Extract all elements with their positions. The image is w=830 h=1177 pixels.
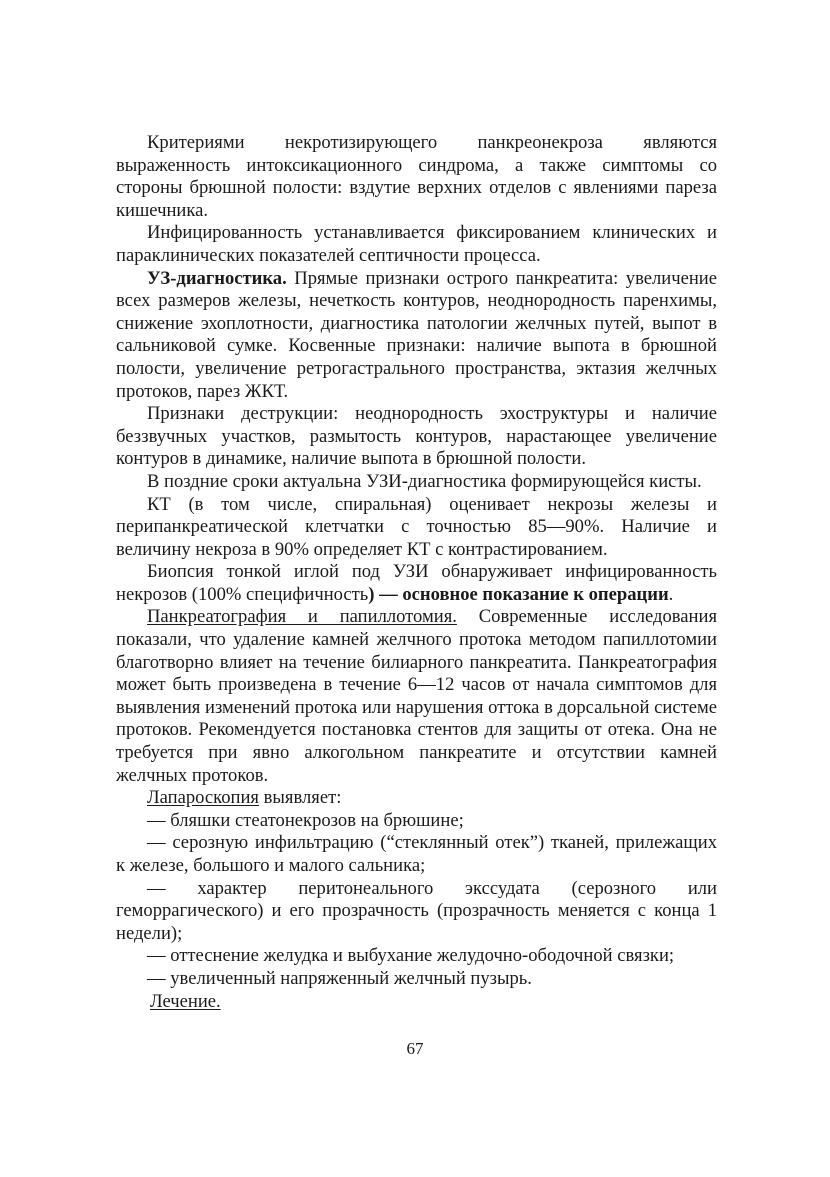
paragraph-pancreatography [116, 606, 717, 787]
paragraph-text: Признаки деструкции: неоднородность эхоструктуры и наличие беззвучных участков, размытость контуров, нарастающее увеличение контуров в динамике, наличие выпота в брюшной полости. [116, 403, 717, 470]
paragraph-text: Биопсия тонкой иглой под УЗИ обнаруживает инфицированность некрозов (100% специфичность [116, 561, 717, 605]
section-heading-treatment: Лечение. [150, 990, 221, 1012]
body-text [116, 132, 717, 1013]
paragraph-text: Современные исследования показали, что удаление камней желчного протока методом папиллотомии благотворно влияет на течение билиарного панкреатита. Панкреатография может быть произведена в течение 6—12 часов от начала симптомов для выявления изменений протока или нарушения оттока в дорсальной системе протоков. Рекомендуется постановка стентов для защиты от отека. Она не требуется при явно алкогольном панкреатите и отсутствии камней желчных протоков. [116, 606, 717, 786]
list-item: — оттеснение желудка и выбухание желудочно-ободочной связки; [147, 945, 675, 967]
paragraph-text: выявляет: [258, 787, 342, 809]
section-heading-pancreatography: Панкреатография и папиллотомия. [147, 606, 457, 628]
paragraph-destruction [116, 403, 717, 471]
paragraph-text: В поздние сроки актуальна УЗИ-диагностика формирующейся кисты. [147, 470, 702, 492]
paragraph-infection [116, 222, 717, 267]
paragraph-text: Инфицированность устанавливается фиксированием клинических и параклинических показателей септичности процесса. [116, 222, 717, 266]
paragraph-text: . [668, 583, 674, 605]
list-item: — увеличенный напряженный желчный пузырь. [147, 967, 532, 989]
list-item: — характер перитонеального экссудата (серозного или геморрагического) и его прозрачность (прозрачность меняется с конца 1 недели); [116, 877, 717, 944]
list-item: — бляшки стеатонекрозов на брюшине; [147, 809, 464, 831]
section-heading-laparoscopy: Лапароскопия [147, 787, 259, 809]
list-item: — серозную инфильтрацию (“стеклянный отек”) тканей, прилежащих к железе, большого и малого сальника; [116, 832, 717, 876]
bold-indication: ) — основное показание к операции [368, 583, 669, 605]
paragraph-ct [116, 494, 717, 562]
paragraph-text: Прямые признаки острого панкреатита: увеличение всех размеров железы, нечеткость контуров, неоднородность паренхимы, снижение эхоплотности, диагностика патологии желчных путей, выпот в сальниковой сумке. Косвенные признаки: наличие выпота в брюшной полости, увеличение ретрогастрального пространства, эктазия желчных протоков, парез ЖКТ. [116, 267, 717, 402]
paragraph-criteria [116, 132, 717, 222]
page-number: 67 [406, 1039, 424, 1058]
paragraph-laparoscopy [116, 787, 717, 810]
paragraph-text: Критериями некротизирующего панкреонекроза являются выраженность интоксикационного синдрома, а также симптомы со стороны брюшной полости: вздутие верхних отделов с явлениями пареза кишечника. [116, 132, 717, 221]
treatment-heading-wrap [116, 991, 717, 1014]
paragraph-late-terms [116, 471, 717, 494]
paragraph-biopsy [116, 561, 717, 606]
paragraph-text: КТ (в том числе, спиральная) оценивает некрозы железы и перипанкреатической клетчатки с точностью 85—90%. Наличие и величину некроза в 90% определяет КТ с контрастированием. [116, 493, 717, 560]
paragraph-ultrasound [116, 268, 717, 404]
section-heading-ultrasound: УЗ-диагностика. [147, 267, 287, 289]
